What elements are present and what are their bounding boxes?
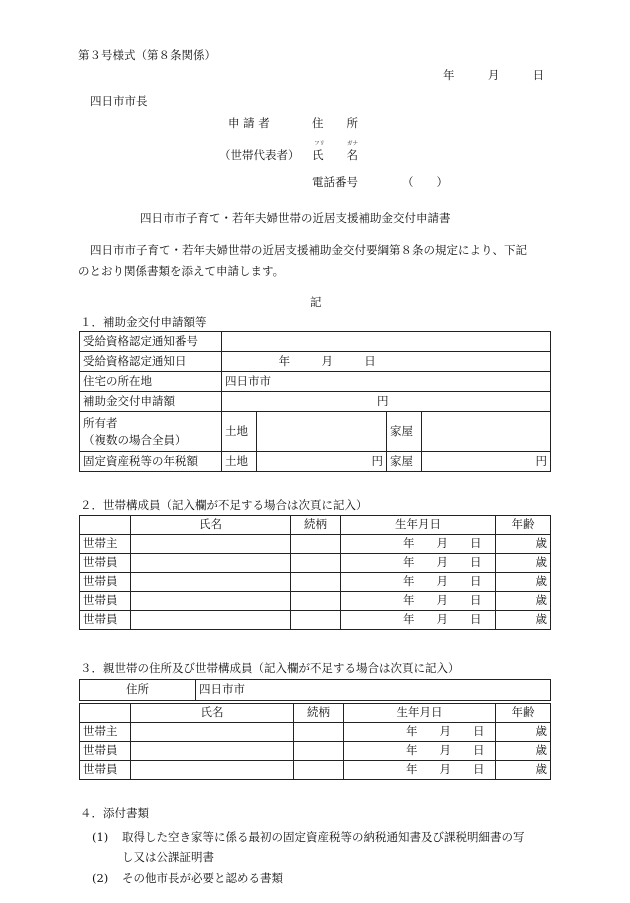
section2-heading: ２．世帯構成員（記入欄が不足する場合は次頁に記入） bbox=[80, 498, 368, 512]
birth-year-label: 年 bbox=[403, 574, 415, 589]
birth-year-label: 年 bbox=[403, 612, 415, 627]
member-birthdate-field[interactable] bbox=[344, 761, 496, 780]
section2-table bbox=[79, 515, 551, 630]
phone-parens: （ ） bbox=[402, 175, 448, 189]
birth-year-label: 年 bbox=[406, 743, 418, 758]
birth-month-label: 月 bbox=[439, 724, 451, 739]
s3-header-relation: 続柄 bbox=[294, 704, 344, 723]
age-unit: 歳 bbox=[535, 593, 547, 608]
date-line bbox=[443, 70, 544, 82]
birth-month-label: 月 bbox=[436, 612, 448, 627]
tax-land-field[interactable] bbox=[257, 452, 387, 472]
table-row bbox=[80, 723, 551, 742]
birth-day-label: 日 bbox=[473, 743, 485, 758]
member-relation-field[interactable] bbox=[294, 742, 344, 761]
s3-header-age: 年齢 bbox=[496, 704, 551, 723]
owner-land-label: 土地 bbox=[222, 412, 257, 452]
age-unit: 歳 bbox=[535, 612, 547, 627]
member-relation-field[interactable] bbox=[294, 723, 344, 742]
phone-label: 電話番号 bbox=[312, 175, 358, 189]
s2-header-age: 年齢 bbox=[496, 516, 551, 535]
s3-header-name: 氏名 bbox=[131, 704, 294, 723]
owner-label-line2: （複数の場合全員） bbox=[83, 432, 187, 447]
name-label: 氏 名 bbox=[312, 148, 358, 162]
tax-land-yen: 円 bbox=[371, 453, 383, 468]
age-unit: 歳 bbox=[535, 743, 547, 758]
member-name-field[interactable] bbox=[131, 611, 291, 630]
furigana-2: ガナ bbox=[347, 141, 359, 147]
owner-house-label: 家屋 bbox=[387, 412, 422, 452]
member-age-field[interactable] bbox=[496, 554, 551, 573]
member-birthdate-field[interactable] bbox=[344, 723, 496, 742]
cert-date-year: 年 bbox=[278, 353, 291, 368]
member-name-field[interactable] bbox=[131, 573, 291, 592]
member-age-field[interactable] bbox=[496, 611, 551, 630]
table-row bbox=[80, 573, 551, 592]
member-age-field[interactable] bbox=[496, 592, 551, 611]
intro-line-2: のとおり関係書類を添えて申請します。 bbox=[78, 264, 285, 278]
day-label: 日 bbox=[532, 68, 545, 82]
owner-label-line1: 所有者 bbox=[83, 416, 118, 431]
owner-label bbox=[80, 412, 222, 452]
member-role: 世帯員 bbox=[80, 592, 131, 611]
cert-number-label: 受給資格認定通知番号 bbox=[80, 332, 222, 352]
member-role: 世帯員 bbox=[80, 573, 131, 592]
member-birthdate-field[interactable] bbox=[341, 573, 496, 592]
birth-year-label: 年 bbox=[403, 536, 415, 551]
member-age-field[interactable] bbox=[496, 742, 551, 761]
section1-heading: １．補助金交付申請額等 bbox=[80, 315, 207, 329]
member-birthdate-field[interactable] bbox=[341, 611, 496, 630]
member-age-field[interactable] bbox=[496, 535, 551, 554]
cert-date-day: 日 bbox=[364, 353, 376, 368]
member-role: 世帯主 bbox=[80, 723, 131, 742]
age-unit: 歳 bbox=[535, 555, 547, 570]
member-relation-field[interactable] bbox=[291, 611, 341, 630]
birth-month-label: 月 bbox=[436, 593, 448, 608]
birth-year-label: 年 bbox=[403, 555, 415, 570]
member-name-field[interactable] bbox=[131, 554, 291, 573]
year-label: 年 bbox=[443, 68, 455, 82]
birth-day-label: 日 bbox=[470, 593, 482, 608]
s2-header-relation: 続柄 bbox=[291, 516, 341, 535]
house-address-label: 住宅の所在地 bbox=[80, 372, 222, 392]
month-label: 月 bbox=[487, 68, 500, 82]
applicant-label: 申 請 者 bbox=[228, 116, 270, 130]
parent-address-field[interactable]: 四日市市 bbox=[196, 680, 551, 701]
member-age-field[interactable] bbox=[496, 761, 551, 780]
table-row bbox=[80, 592, 551, 611]
intro-line-1: 四日市市子育て・若年夫婦世帯の近居支援補助金交付要綱第８条の規定により、下記 bbox=[90, 243, 527, 257]
table-row bbox=[80, 611, 551, 630]
cert-date-field[interactable] bbox=[222, 352, 551, 372]
age-unit: 歳 bbox=[535, 724, 547, 739]
form-number: 第３号様式（第８条関係） bbox=[78, 48, 216, 62]
member-name-field[interactable] bbox=[131, 761, 294, 780]
member-role: 世帯員 bbox=[80, 761, 131, 780]
birth-month-label: 月 bbox=[436, 574, 448, 589]
member-name-field[interactable] bbox=[131, 742, 294, 761]
member-birthdate-field[interactable] bbox=[341, 592, 496, 611]
birth-month-label: 月 bbox=[436, 555, 448, 570]
attachment-1-number: (1) bbox=[92, 830, 109, 844]
household-rep-label: （世帯代表者） bbox=[219, 148, 300, 162]
member-birthdate-field[interactable] bbox=[341, 535, 496, 554]
tax-house-yen: 円 bbox=[535, 453, 547, 468]
house-address-field[interactable]: 四日市市 bbox=[222, 372, 551, 392]
member-relation-field[interactable] bbox=[291, 592, 341, 611]
tax-label: 固定資産税等の年税額 bbox=[80, 452, 222, 472]
attachment-2-number: (2) bbox=[92, 871, 109, 885]
address-label: 住 所 bbox=[312, 116, 358, 130]
subsidy-amount-yen: 円 bbox=[377, 393, 389, 408]
subsidy-amount-label: 補助金交付申請額 bbox=[80, 392, 222, 412]
birth-day-label: 日 bbox=[473, 724, 485, 739]
parent-address-label: 住所 bbox=[80, 680, 196, 701]
birth-day-label: 日 bbox=[470, 536, 482, 551]
owner-house-field[interactable] bbox=[422, 412, 551, 452]
s2-header-birthdate: 生年月日 bbox=[341, 516, 496, 535]
cert-date-label: 受給資格認定通知日 bbox=[80, 352, 222, 372]
cert-number-field[interactable] bbox=[222, 332, 551, 352]
member-name-field[interactable] bbox=[131, 535, 291, 554]
member-role: 世帯員 bbox=[80, 611, 131, 630]
attachment-1-line2: し又は公課証明書 bbox=[122, 850, 214, 864]
page-title: 四日市市子育て・若年夫婦世帯の近居支援補助金交付申請書 bbox=[140, 211, 451, 225]
birth-day-label: 日 bbox=[470, 612, 482, 627]
member-role: 世帯員 bbox=[80, 742, 131, 761]
age-unit: 歳 bbox=[535, 574, 547, 589]
member-relation-field[interactable] bbox=[291, 535, 341, 554]
section3-table bbox=[79, 703, 551, 780]
age-unit: 歳 bbox=[535, 762, 547, 777]
table-row bbox=[80, 761, 551, 780]
member-birthdate-field[interactable] bbox=[344, 742, 496, 761]
birth-day-label: 日 bbox=[473, 762, 485, 777]
section3-heading: ３．親世帯の住所及び世帯構成員（記入欄が不足する場合は次頁に記入） bbox=[80, 661, 460, 675]
owner-land-field[interactable] bbox=[257, 412, 387, 452]
birth-day-label: 日 bbox=[470, 574, 482, 589]
member-role: 世帯員 bbox=[80, 554, 131, 573]
birth-month-label: 月 bbox=[439, 762, 451, 777]
member-name-field[interactable] bbox=[131, 592, 291, 611]
birth-year-label: 年 bbox=[406, 762, 418, 777]
attachment-2-text: その他市長が必要と認める書類 bbox=[122, 871, 283, 885]
s2-header-name: 氏名 bbox=[131, 516, 291, 535]
table-row bbox=[80, 742, 551, 761]
attachment-1-line1: 取得した空き家等に係る最初の固定資産税等の納税通知書及び課税明細書の写 bbox=[122, 830, 525, 844]
furigana-1: フリ bbox=[314, 141, 325, 147]
tax-house-label: 家屋 bbox=[387, 452, 422, 472]
member-age-field[interactable] bbox=[496, 573, 551, 592]
member-relation-field[interactable] bbox=[291, 573, 341, 592]
addressee: 四日市市長 bbox=[90, 94, 148, 108]
birth-month-label: 月 bbox=[436, 536, 448, 551]
member-birthdate-field[interactable] bbox=[341, 554, 496, 573]
section4-heading: ４．添付書類 bbox=[80, 806, 149, 820]
birth-year-label: 年 bbox=[403, 593, 415, 608]
cert-date-month: 月 bbox=[321, 353, 333, 368]
birth-day-label: 日 bbox=[470, 555, 482, 570]
birth-month-label: 月 bbox=[439, 743, 451, 758]
birth-year-label: 年 bbox=[406, 724, 418, 739]
member-role: 世帯主 bbox=[80, 535, 131, 554]
age-unit: 歳 bbox=[535, 536, 547, 551]
s3-header-blank bbox=[80, 704, 131, 723]
section3-address-table bbox=[79, 679, 551, 701]
s2-header-blank bbox=[80, 516, 131, 535]
subsidy-amount-field[interactable] bbox=[222, 392, 551, 412]
table-row bbox=[80, 554, 551, 573]
s3-header-birthdate: 生年月日 bbox=[344, 704, 496, 723]
ki-label: 記 bbox=[310, 295, 322, 309]
member-relation-field[interactable] bbox=[291, 554, 341, 573]
table-row bbox=[80, 535, 551, 554]
section1-table bbox=[79, 331, 551, 472]
tax-house-field[interactable] bbox=[422, 452, 551, 472]
member-age-field[interactable] bbox=[496, 723, 551, 742]
member-relation-field[interactable] bbox=[294, 761, 344, 780]
member-name-field[interactable] bbox=[131, 723, 294, 742]
tax-land-label: 土地 bbox=[222, 452, 257, 472]
